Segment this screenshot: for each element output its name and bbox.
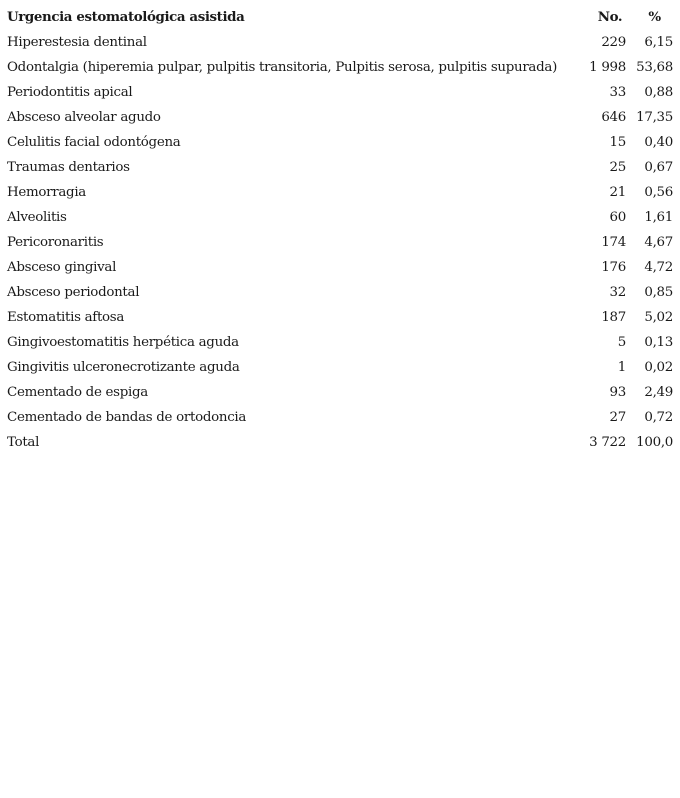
urgency-table-container	[7, 5, 673, 455]
row-count: 1 998	[589, 60, 626, 75]
row-percent: 0,67	[644, 160, 673, 175]
row-percent: 4,67	[644, 235, 673, 250]
row-label: Gingivoestomatitis herpética aguda	[7, 335, 239, 350]
row-label: Odontalgia (hiperemia pulpar, pulpitis transitoria, Pulpitis serosa, pulpitis supurada)	[7, 60, 557, 75]
row-percent: 0,56	[644, 185, 673, 200]
row-percent: 17,35	[636, 110, 673, 125]
row-label: Alveolitis	[7, 210, 67, 225]
table-row	[7, 205, 673, 230]
table-row	[7, 380, 673, 405]
row-label: Celulitis facial odontógena	[7, 135, 181, 150]
table-row	[7, 355, 673, 380]
table-row	[7, 230, 673, 255]
row-percent: 0,02	[644, 360, 673, 375]
row-count: 229	[601, 35, 626, 50]
table-row	[7, 130, 673, 155]
table-row	[7, 305, 673, 330]
row-percent: 0,88	[644, 85, 673, 100]
header-description: Urgencia estomatológica asistida	[7, 9, 245, 25]
row-percent: 0,13	[644, 335, 673, 350]
row-count: 5	[617, 335, 626, 350]
row-count: 32	[609, 285, 626, 300]
header-percent: %	[648, 9, 661, 25]
row-count: 93	[609, 385, 626, 400]
row-label: Gingivitis ulceronecrotizante aguda	[7, 360, 240, 375]
row-count: 21	[609, 185, 626, 200]
row-label: Traumas dentarios	[7, 160, 130, 175]
row-percent: 4,72	[644, 260, 673, 275]
table-row	[7, 180, 673, 205]
row-percent: 6,15	[644, 35, 673, 50]
total-row	[7, 430, 673, 455]
total-label: Total	[7, 435, 40, 450]
total-count: 3 722	[589, 435, 626, 450]
table-header-row	[7, 5, 673, 30]
total-percent: 100,0	[636, 435, 673, 450]
row-count: 646	[601, 110, 626, 125]
urgency-table	[7, 5, 673, 455]
row-count: 25	[609, 160, 626, 175]
row-count: 187	[601, 310, 626, 325]
row-label: Cementado de bandas de ortodoncia	[7, 410, 247, 425]
table-row	[7, 405, 673, 430]
table-row	[7, 255, 673, 280]
table-row	[7, 55, 673, 80]
row-count: 1	[617, 360, 626, 375]
row-count: 174	[601, 235, 626, 250]
row-label: Absceso periodontal	[7, 285, 140, 300]
row-percent: 5,02	[644, 310, 673, 325]
row-percent: 0,72	[644, 410, 673, 425]
row-percent: 53,68	[636, 60, 673, 75]
row-count: 27	[609, 410, 626, 425]
table-row	[7, 330, 673, 355]
table-row	[7, 155, 673, 180]
table-row	[7, 30, 673, 55]
row-count: 15	[609, 135, 626, 150]
header-count: No.	[597, 9, 623, 25]
row-label: Pericoronaritis	[7, 235, 104, 250]
row-percent: 0,40	[644, 135, 673, 150]
table-row	[7, 280, 673, 305]
table-row	[7, 80, 673, 105]
row-count: 176	[601, 260, 626, 275]
row-label: Absceso alveolar agudo	[7, 110, 161, 125]
row-percent: 0,85	[644, 285, 673, 300]
row-label: Periodontitis apical	[7, 85, 133, 100]
row-label: Absceso gingival	[7, 260, 117, 275]
row-percent: 1,61	[644, 210, 673, 225]
row-label: Hiperestesia dentinal	[7, 35, 147, 50]
row-count: 33	[609, 85, 626, 100]
row-label: Estomatitis aftosa	[7, 310, 125, 325]
row-label: Cementado de espiga	[7, 385, 148, 400]
row-count: 60	[609, 210, 626, 225]
table-row	[7, 105, 673, 130]
row-percent: 2,49	[644, 385, 673, 400]
row-label: Hemorragia	[7, 185, 86, 200]
